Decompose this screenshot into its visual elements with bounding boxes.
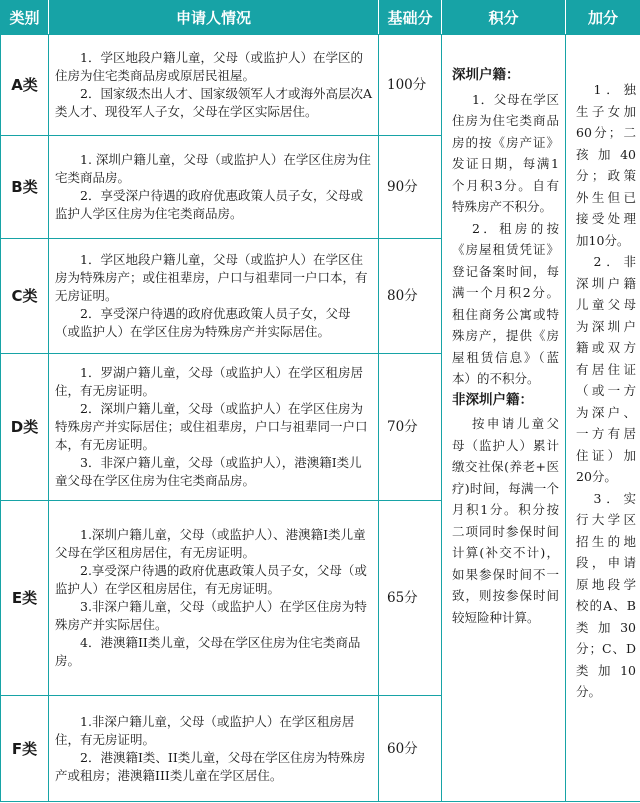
bonus-line: 3．实行大学区招生的地段，申请原地段学校的A、B类加30分；C、D类加10分。 [576, 490, 636, 699]
category-cell: F类 [1, 696, 49, 802]
header-points: 积分 [442, 1, 566, 35]
situation-line: 2．国家级杰出人才、国家级领军人才或海外高层次A类人才、现役军人子女，父母在学区实际居住。 [55, 86, 372, 119]
header-bonus: 加分 [566, 1, 640, 35]
points-cell [442, 35, 566, 802]
base-score-cell: 65分 [379, 501, 442, 696]
situation-line: 2.享受深户待遇的政府优惠政策人员子女，父母（或监护人）在学区租房居住，有无房证明。 [55, 563, 367, 596]
situation-cell [49, 35, 379, 136]
situation-line: 3．非深户籍儿童，父母（或监护人），港澳籍I类儿童父母在学区住房为住宅类商品房。 [55, 455, 362, 488]
bonus-cell [566, 35, 640, 802]
points-line: 按申请儿童父母（监护人）累计缴交社保(养老+医疗)时间，每满一个月积1分。积分按二项同时参保时间计算(补交不计)，如果参保时间不一致，则按参保时间较短险种计算。 [452, 416, 559, 625]
base-score-cell: 100分 [379, 35, 442, 136]
situation-line: 2．港澳籍I类、II类儿童，父母在学区住房为特殊房产或租房；港澳籍III类儿童在学区居住。 [55, 749, 366, 783]
header-situation: 申请人情况 [49, 1, 379, 35]
situation-line: 1．学区地段户籍儿童，父母（或监护人）在学区住房为特殊房产；或住祖辈房，户口与祖辈同一户口本，有无房证明。 [55, 252, 368, 303]
category-cell: E类 [1, 501, 49, 696]
category-cell: B类 [1, 136, 49, 239]
base-score-cell: 60分 [379, 696, 442, 802]
situation-cell [49, 239, 379, 354]
situation-cell [49, 354, 379, 501]
bonus-line: 1．独生子女加60分；二孩加40分；政策外生但已接受处理加10分。 [576, 82, 636, 248]
situation-cell [49, 136, 379, 239]
category-cell: D类 [1, 354, 49, 501]
base-score-cell: 90分 [379, 136, 442, 239]
situation-cell [49, 696, 379, 802]
situation-line: 3.非深户籍儿童，父母（或监护人）在学区住房为特殊房产并实际居住。 [55, 599, 367, 632]
bonus-line: 2．非深圳户籍儿童父母为深圳户籍或双方有居住证（或一方为深户、一方有居住证）加20分。 [576, 254, 636, 484]
table-header-row [1, 1, 640, 35]
situation-line: 1．罗湖户籍儿童，父母（或监护人）在学区租房居住，有无房证明。 [55, 365, 363, 398]
situation-line: 1. 深圳户籍儿童，父母（或监护人）在学区住房为住宅类商品房。 [55, 152, 371, 185]
table-row [1, 35, 640, 136]
category-cell: A类 [1, 35, 49, 136]
situation-line: 2．享受深户待遇的政府优惠政策人员子女，父母（或监护人）在学区住房为特殊房产并实际居住。 [55, 306, 351, 339]
base-score-cell: 80分 [379, 239, 442, 354]
header-category: 类别 [1, 1, 49, 35]
situation-line: 4．港澳籍II类儿童，父母在学区住房为住宅类商品房。 [55, 635, 361, 668]
situation-line: 1.非深户籍儿童，父母（或监护人）在学区租房居住，有无房证明。 [55, 713, 355, 747]
category-cell: C类 [1, 239, 49, 354]
base-score-cell: 70分 [379, 354, 442, 501]
situation-line: 2．享受深户待遇的政府优惠政策人员子女，父母或监护人学区住房为住宅类商品房。 [55, 188, 363, 221]
situation-cell [49, 501, 379, 696]
non-shenzhen-heading: 非深圳户籍： [452, 391, 533, 408]
shenzhen-heading: 深圳户籍： [452, 67, 520, 83]
header-base-score: 基础分 [379, 1, 442, 35]
points-line: 1．父母在学区住房为住宅类商品房的按《房产证》发证日期，每满1个月积3分。自有特殊房产不积分。 [452, 91, 559, 214]
situation-line: 1.深圳户籍儿童，父母（或监护人）、港澳籍I类儿童父母在学区租房居住，有无房证明。 [55, 527, 366, 560]
points-line: 2．租房的按《房屋租赁凭证》登记备案时间，每满一个月积2分。租住商务公寓或特殊房产，提供《房屋租赁信息》（蓝本）的不积分。 [452, 220, 559, 386]
situation-line: 1．学区地段户籍儿童，父母（或监护人）在学区的住房为住宅类商品房或原居民祖屋。 [55, 50, 363, 83]
situation-line: 2．深圳户籍儿童，父母（或监护人）在学区住房为特殊房产并实际居住；或住祖辈房，户口与祖辈同一户口本，有无房证明。 [55, 401, 368, 452]
